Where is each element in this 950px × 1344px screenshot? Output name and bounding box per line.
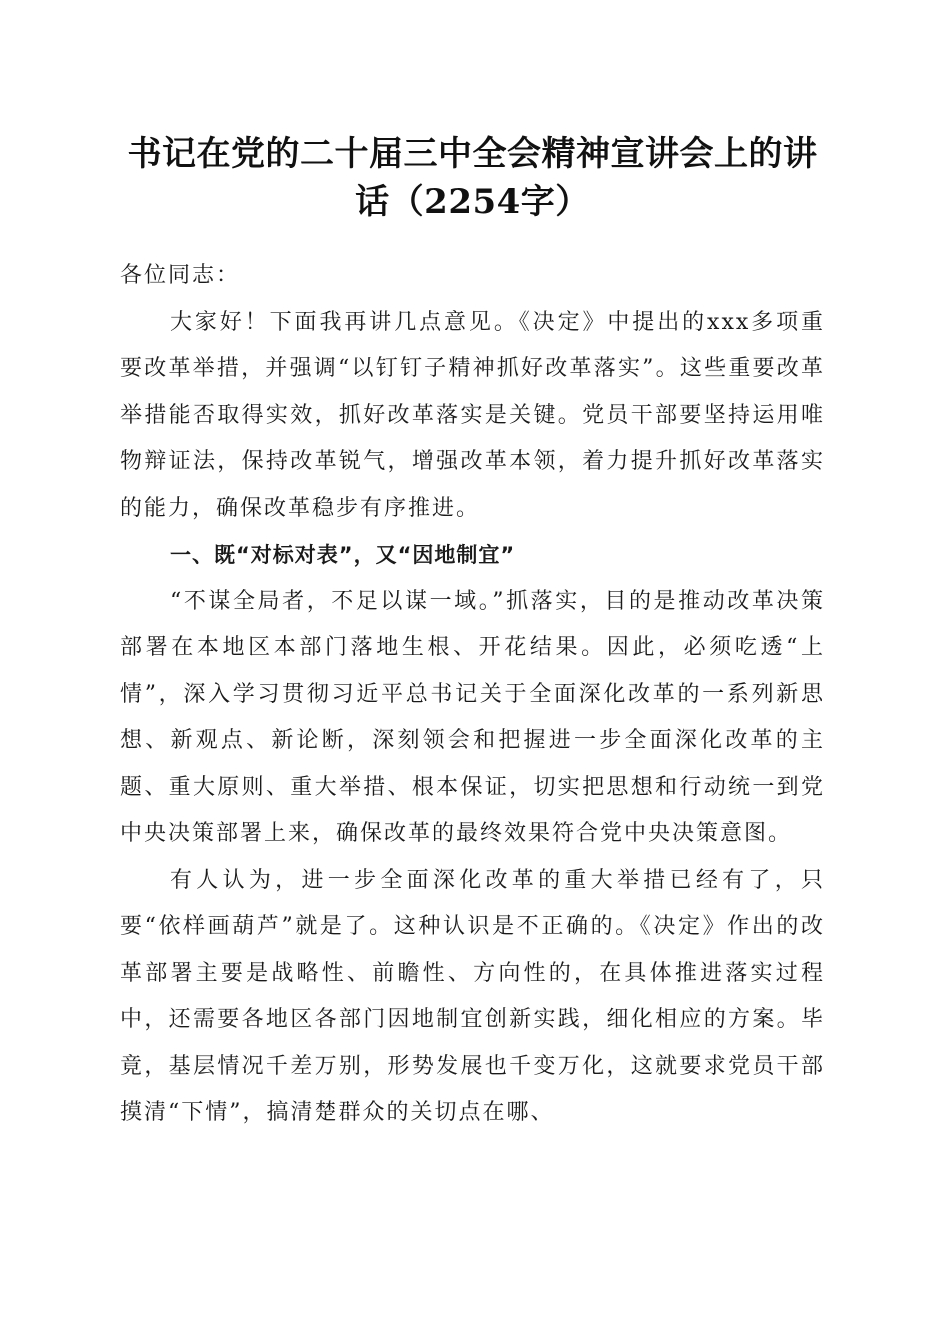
- document-title: 书记在党的二十届三中全会精神宣讲会上的讲话（2254字）: [127, 134, 818, 222]
- document-page: [120, 0, 825, 1344]
- document-body: [120, 253, 825, 1137]
- section-heading-1: 一、既“对标对表”，又“因地制宜”: [170, 543, 516, 567]
- paragraph-intro: 大家好！下面我再讲几点意见。《决定》中提出的xxx多项重要改革举措，并强调“以钉钉子精神抓好改革落实”。这些重要改革举措能否取得实效，抓好改革落实是关键。党员干部要坚持运用唯物辩证法，保持改革锐气，增强改革本领，着力提升抓好改革落实的能力，确保改革稳步有序推进。: [120, 309, 825, 521]
- paragraph-1: “不谋全局者，不足以谋一域。”抓落实，目的是推动改革决策部署在本地区本部门落地生根、开花结果。因此，必须吃透“上情”，深入学习贯彻习近平总书记关于全面深化改革的一系列新思想、新观点、新论断，深刻领会和把握进一步全面深化改革的主题、重大原则、重大举措、根本保证，切实把思想和行动统一到党中央决策部署上来，确保改革的最终效果符合党中央决策意图。: [120, 588, 825, 846]
- salutation: 各位同志：: [120, 263, 241, 288]
- paragraph-2: 有人认为，进一步全面深化改革的重大举措已经有了，只要“依样画葫芦”就是了。这种认识是不正确的。《决定》作出的改革部署主要是战略性、前瞻性、方向性的，在具体推进落实过程中，还需要各地区各部门因地制宜创新实践，细化相应的方案。毕竟，基层情况千差万别，形势发展也千变万化，这就要求党员干部摸清“下情”，搞清楚群众的关切点在哪、: [120, 867, 825, 1125]
